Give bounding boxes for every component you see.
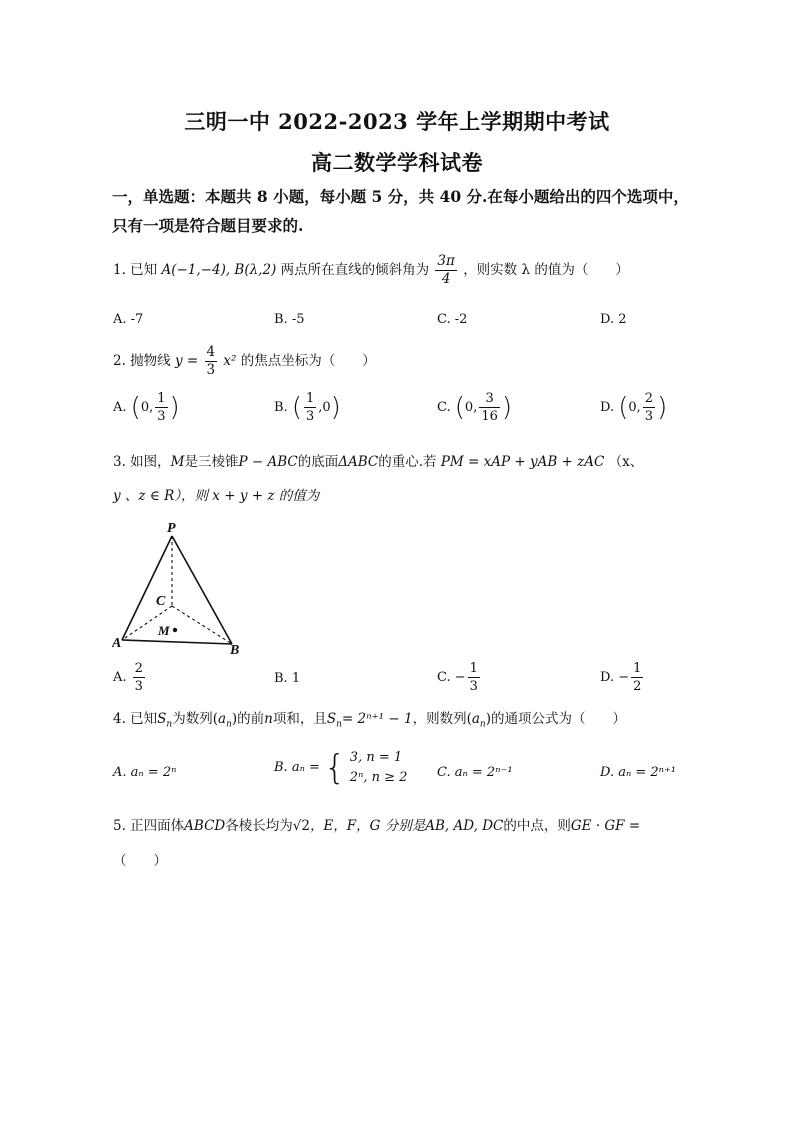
edge-AB <box>122 640 232 644</box>
q3-vector-equation: PM = xAP + yAB + zAC <box>440 454 605 470</box>
q2-option-c-num: 3 <box>479 390 500 408</box>
q2-option-b[interactable] <box>274 390 341 425</box>
q1-text-end: ，则实数 λ 的值为（ ） <box>463 262 629 278</box>
q4-text-f: 的通项公式为（ ） <box>491 711 626 727</box>
q1-option-c[interactable]: C. -2 <box>437 312 468 327</box>
right-paren: ) <box>169 392 180 423</box>
q2-eq-tail: x² <box>223 353 237 369</box>
q1-option-d[interactable]: D. 2 <box>600 312 627 327</box>
left-paren: ( <box>618 392 629 423</box>
label-P: P <box>167 521 176 536</box>
q2-eq-fraction <box>205 344 218 379</box>
q1-points: A(−1,−4), B(λ,2) <box>161 262 277 278</box>
edge-CB <box>172 606 232 644</box>
q4-equation: = 2ⁿ⁺¹ − 1 <box>341 711 413 727</box>
q4-option-b[interactable] <box>274 748 407 788</box>
question-5-line2[interactable]: （ ） <box>113 853 167 869</box>
q2-option-b-den: 3 <box>305 409 315 424</box>
q3-option-d-sign: − <box>618 670 630 685</box>
q2-option-b-num: 1 <box>305 391 315 406</box>
label-C: C <box>156 594 166 609</box>
q2-option-c-x: 0, <box>464 400 478 415</box>
q4-text-a: 4. 已知 <box>113 711 158 727</box>
q1-angle-fraction <box>435 253 456 288</box>
q4-an-sub: n <box>226 719 232 730</box>
q2-text-end: 的焦点坐标为（ ） <box>240 353 376 369</box>
q2-option-d[interactable] <box>600 390 667 425</box>
question-3-line2: y 、z ∈ R），则 x + y + z 的值为 <box>113 488 320 504</box>
q3-option-c[interactable] <box>437 660 482 695</box>
q5-text-a: 5. 正四面体 <box>113 818 185 834</box>
q1-angle-den: 4 <box>441 271 451 287</box>
q2-eq-den: 3 <box>206 362 216 378</box>
q4-option-a[interactable]: A. aₙ = 2ⁿ <box>113 765 177 780</box>
right-paren: ) <box>657 392 668 423</box>
q5-text-d: 的中点，则 <box>503 818 571 834</box>
q2-option-c-label: C. <box>437 400 451 415</box>
q2-option-a-label: A. <box>113 400 127 415</box>
q4-an: a <box>218 711 227 727</box>
q2-option-b-label: B. <box>274 400 288 415</box>
q4-option-b-case1: 3, n = 1 <box>349 750 403 765</box>
q2-eq-lhs: y = <box>174 353 199 369</box>
q2-eq-num: 4 <box>206 344 216 360</box>
q3-option-b-label: B. <box>274 671 288 686</box>
q4-n: n <box>264 711 273 727</box>
question-4: 4. 已知$S_n$为数列$(a_n)$的前n项和，且$S_n= 2^{n+1} - 1$，则数列$(a_n)$的通项公式为（ ） <box>113 711 626 730</box>
q5-midpoints: AB, AD, DC <box>425 818 504 834</box>
exam-title: 三明一中 2022-2023 学年上学期期中考试 <box>184 109 610 134</box>
q4-Sn-sub: n <box>166 719 173 730</box>
q1-option-b[interactable]: B. -5 <box>274 312 305 327</box>
label-B: B <box>230 643 240 658</box>
q2-option-d-den: 3 <box>644 409 654 424</box>
q2-option-b-y: ,0 <box>318 400 331 415</box>
q4-text-d: 项和，且 <box>272 711 327 727</box>
q3-option-a-label: A. <box>113 670 127 685</box>
q4-text-e: ，则数列 <box>412 711 467 727</box>
question-1 <box>113 253 629 288</box>
q2-option-c-den: 16 <box>481 409 498 424</box>
right-paren: ) <box>330 392 341 423</box>
label-M: M <box>158 623 170 638</box>
q3-option-a-den: 3 <box>134 679 143 694</box>
q3-option-a-num: 2 <box>134 661 143 676</box>
q1-text-mid: 两点所在直线的倾斜角为 <box>280 262 430 278</box>
q3-M: M <box>170 454 185 470</box>
q3-text-c: 的底面 <box>297 454 339 470</box>
q3-option-c-label: C. <box>437 670 451 685</box>
left-paren: ( <box>291 392 302 423</box>
q3-option-c-den: 3 <box>469 679 478 694</box>
q2-option-c[interactable] <box>437 390 512 425</box>
question-2 <box>113 344 376 379</box>
q2-option-d-num: 2 <box>644 391 654 406</box>
q2-number: 2. 抛物线 <box>113 353 171 369</box>
exam-subtitle: 高二数学学科试卷 <box>311 150 483 175</box>
q2-option-a-x: 0, <box>140 400 154 415</box>
question-5 <box>113 816 640 836</box>
q4-option-d[interactable]: D. aₙ = 2ⁿ⁺¹ <box>600 765 677 780</box>
q2-option-d-label: D. <box>600 400 615 415</box>
q3-option-b[interactable] <box>274 669 300 689</box>
section-heading <box>112 182 697 240</box>
q3-option-a[interactable] <box>113 660 147 695</box>
q3-triangle: ΔABC <box>338 454 379 470</box>
pyramid-figure <box>112 516 252 658</box>
q3-text-e: （x、 <box>608 454 644 470</box>
q3-option-d-label: D. <box>600 670 615 685</box>
point-M <box>173 628 177 632</box>
q2-option-a[interactable] <box>113 390 180 425</box>
left-brace: { <box>324 748 346 788</box>
q3-option-c-sign: − <box>454 670 466 685</box>
label-A: A <box>112 636 122 651</box>
q3-option-c-num: 1 <box>469 661 478 676</box>
q2-option-a-den: 3 <box>157 409 166 424</box>
q4-Sn: S <box>157 711 167 727</box>
q4-text-c: 的前 <box>237 711 265 727</box>
edge-PB <box>172 536 232 644</box>
q5-tetrahedron: ABCD <box>184 818 226 834</box>
q1-option-a[interactable]: A. -7 <box>113 312 144 327</box>
right-paren: ) <box>501 392 513 423</box>
q3-text-d: 的重心.若 <box>378 454 437 470</box>
q5-text-c: ，E，F，G 分别是 <box>309 818 426 834</box>
q3-option-d[interactable] <box>600 660 645 695</box>
q4-option-b-cases <box>350 748 408 788</box>
q1-number: 1. 已知 <box>113 262 158 278</box>
section-heading-line2: 只有一项是符合题目要求的. <box>112 216 304 235</box>
q4-option-c[interactable]: C. aₙ = 2ⁿ⁻¹ <box>437 765 513 780</box>
q2-option-d-x: 0, <box>628 400 641 415</box>
left-paren: ( <box>130 392 141 423</box>
q4-option-b-label: B. aₙ = <box>274 760 320 775</box>
q3-text-b: 是三棱锥 <box>184 454 239 470</box>
q3-option-d-num: 1 <box>633 661 642 676</box>
question-3-line1 <box>113 452 643 472</box>
q3-pyramid: P − ABC <box>238 454 298 470</box>
q3-text-a: 3. 如图， <box>113 454 171 470</box>
q2-option-a-num: 1 <box>157 391 166 406</box>
left-paren: ( <box>454 392 465 423</box>
section-heading-line1: 一，单选题：本题共 8 小题，每小题 5 分，共 40 分.在每小题给出的四个选项中， <box>112 187 689 206</box>
q5-edge-length: √2 <box>292 818 310 834</box>
q3-option-d-den: 2 <box>633 679 642 694</box>
q3-option-b-value: 1 <box>291 671 301 686</box>
q1-angle-num: 3π <box>437 253 455 269</box>
q4-option-b-case2: 2ⁿ, n ≥ 2 <box>349 770 408 785</box>
q4-text-b: 为数列 <box>172 711 213 727</box>
q5-dot-product: GE · GF = <box>570 818 641 834</box>
q5-text-b: 各棱长均为 <box>225 818 293 834</box>
